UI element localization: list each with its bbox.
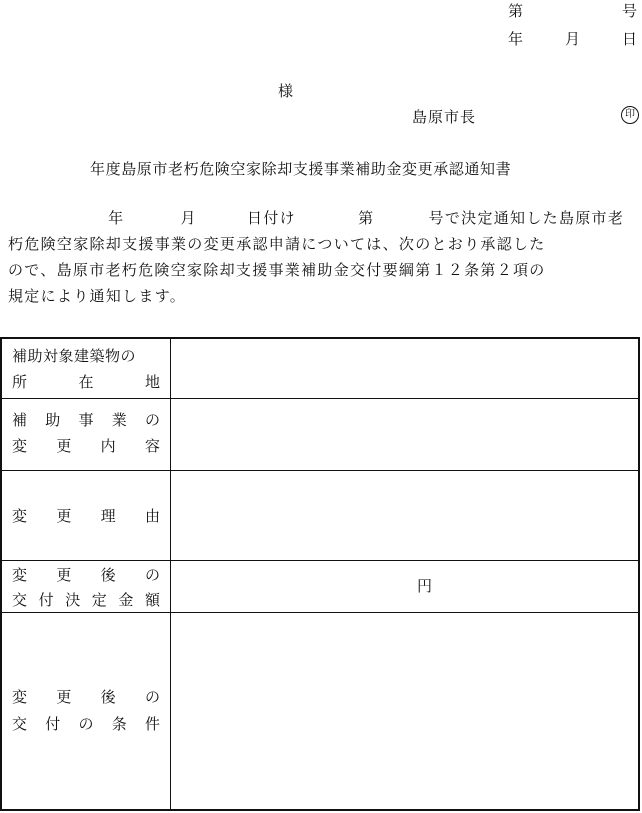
row-label <box>2 399 171 470</box>
label-line-1: 補助対象建築物の <box>12 347 137 365</box>
paragraph-line-1 <box>8 205 638 231</box>
label-line-1: 変 更 理 由 <box>12 507 160 525</box>
change-content-value[interactable] <box>171 399 638 470</box>
table-row-change-content <box>2 399 638 471</box>
label-line-1: 変 更 後 の <box>12 566 160 584</box>
notice-table <box>0 337 640 811</box>
date-month: 月 <box>565 30 581 48</box>
location-value[interactable] <box>171 339 638 398</box>
label-line-2: 所 在 地 <box>12 373 160 391</box>
para-number-prefix: 第 <box>358 209 375 227</box>
row-label <box>2 471 171 560</box>
label-line-2: 交 付 の 条 件 <box>12 715 160 733</box>
body-paragraph <box>8 205 638 309</box>
row-label <box>2 613 171 809</box>
document-title: 年度島原市老朽危険空家除却支援事業補助金変更承認通知書 <box>90 160 512 178</box>
para-year: 年 <box>108 209 125 227</box>
sender-title: 島原市長 <box>412 108 477 126</box>
number-prefix: 第 <box>508 2 524 20</box>
date-year: 年 <box>508 30 524 48</box>
grant-amount-value[interactable] <box>171 561 638 612</box>
para-date-suffix: 日付け <box>247 209 296 227</box>
label-line-2: 交 付 決 定 金 額 <box>12 591 160 609</box>
paragraph-line-2: 朽危険空家除却支援事業の変更承認申請については、次のとおり承認した <box>8 235 546 253</box>
paragraph-line-4: 規定により通知します。 <box>8 287 187 305</box>
addressee-suffix: 様 <box>278 82 294 100</box>
table-row-grant-amount <box>2 561 638 613</box>
label-line-1: 補 助 事 業 の <box>12 411 160 429</box>
label-line-2: 変 更 内 容 <box>12 437 160 455</box>
label-line-1: 変 更 後 の <box>12 688 160 706</box>
grant-conditions-value[interactable] <box>171 613 638 809</box>
change-reason-value[interactable] <box>171 471 638 560</box>
date-day: 日 <box>622 30 638 48</box>
table-row-change-reason <box>2 471 638 561</box>
para-month: 月 <box>180 209 197 227</box>
table-row-grant-conditions <box>2 613 638 809</box>
row-label <box>2 561 171 612</box>
table-row-location <box>2 339 638 399</box>
yen-unit: 円 <box>417 577 433 595</box>
number-suffix: 号 <box>622 2 638 20</box>
seal-mark: 印 <box>621 106 639 124</box>
paragraph-line-3: ので、島原市老朽危険空家除却支援事業補助金交付要綱第１２条第２項の <box>8 261 546 279</box>
row-label <box>2 339 171 398</box>
para-line1-rest: 号で決定通知した島原市老 <box>428 209 625 227</box>
